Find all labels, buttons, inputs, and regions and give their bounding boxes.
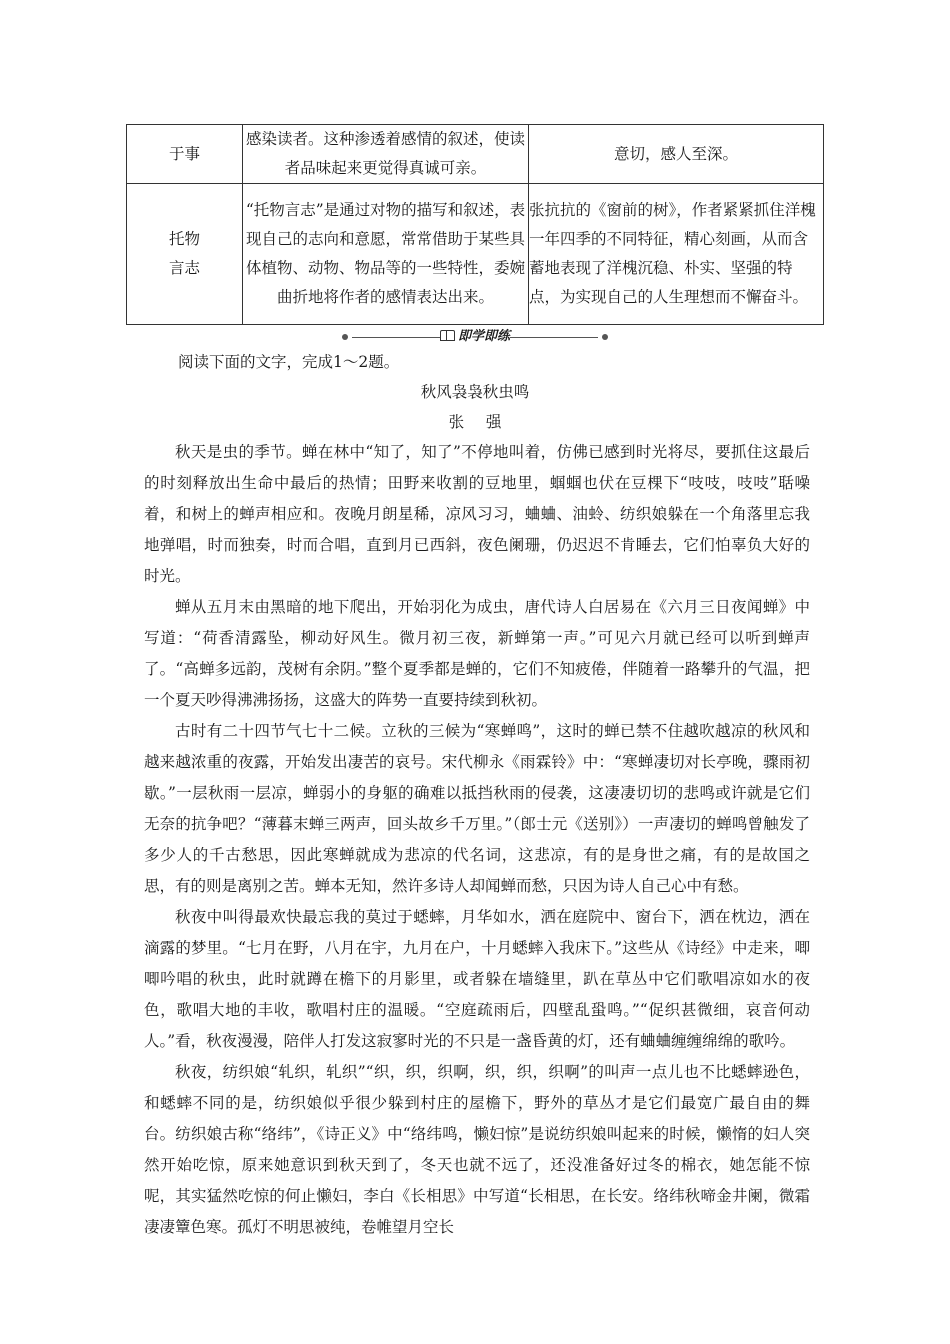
- paragraph: 秋天是虫的季节。蝉在林中“知了，知了”不停地叫着，仿佛已感到时光将尽，要抓住这最后的时刻释放出生命中最后的热情；田野来收割的豆地里，蝈蝈也伏在豆棵下“吱吱，吱吱”聒噪着，和树上的蝉声相应和。夜晚月朗星稀，凉风习习，蛐蛐、油蛉、纺织娘躲在一个角落里忘我地弹唱，时而独奏，时而合唱，直到月已西斜，夜色阑珊，仍迟迟不肯睡去，它们怕辜负大好的时光。: [144, 443, 810, 585]
- method-description: “托物言志”是通过对物的描写和叙述，表现自己的志向和意愿，常常借助于某些具体植物、动物、物品等的一些特性，委婉曲折地将作者的感情表达出来。: [243, 184, 529, 325]
- author-name: 张强: [448, 413, 524, 431]
- instruction: 阅读下面的文字，完成1～2题。: [178, 353, 400, 371]
- paragraph: 秋夜中叫得最欢快最忘我的莫过于蟋蟀，月华如水，洒在庭院中、窗台下，洒在枕边，洒在滴露的梦里。“七月在野，八月在宇，九月在户，十月蟋蟀入我床下。”这些从《诗经》中走来，唧唧吟唱的秋虫，此时就蹲在檐下的月影里，或者躲在墙缝里，趴在草丛中它们歌唱凉如水的夜色，歌唱大地的丰收，歌唱村庄的温暖。“空庭疏雨后，四壁乱蛩鸣。”“促织甚微细，哀音何动人。”看，秋夜漫漫，陪伴人打发这寂寥时光的不只是一盏昏黄的灯，还有蛐蛐缠缠绵绵的歌吟。: [144, 908, 810, 1050]
- book-icon: [440, 330, 455, 341]
- section-banner: [332, 327, 618, 347]
- article-author: [0, 410, 950, 434]
- method-example: 张抗抗的《窗前的树》，作者紧紧抓住洋槐一年四季的不同特征，精心刻画，从而含蓄地表现了洋槐沉稳、朴实、坚强的特点，为实现自己的人生理想而不懈奋斗。: [529, 184, 824, 325]
- method-name-line: 托物: [168, 230, 200, 248]
- divider-line: [510, 337, 598, 338]
- article-body: [144, 437, 810, 1243]
- article-title: 秋风袅袅秋虫鸣: [420, 383, 530, 401]
- writing-method-table: [126, 124, 824, 325]
- divider-dot: [342, 334, 348, 340]
- table-row: [127, 125, 824, 184]
- section-label-text: 即学即练: [458, 329, 511, 344]
- divider-dot: [602, 334, 608, 340]
- method-description: 感染读者。这种渗透着感情的叙述，使读者品味起来更觉得真诚可亲。: [243, 125, 529, 184]
- method-example: 意切，感人至深。: [529, 125, 824, 184]
- divider-line: [352, 337, 440, 338]
- table-row: [127, 184, 824, 325]
- paragraph: 秋夜，纺织娘“轧织，轧织”“织，织，织啊，织，织，织啊”的叫声一点儿也不比蟋蟀逊色，和蟋蟀不同的是，纺织娘似乎很少躲到村庄的屋檐下，野外的草丛才是它们最宽广最自由的舞台。纺织娘古称“络纬”，《诗正义》中“络纬鸣，懒妇惊”是说纺织娘叫起来的时候，懒惰的妇人突然开始吃惊，原来她意识到秋天到了，冬天也就不远了，还没准备好过冬的棉衣，她怎能不惊呢，其实猛然吃惊的何止懒妇，李白《长相思》中写道“长相思，在长安。络纬秋啼金井阑，微霜凄凄簟色寒。孤灯不明思被纯，卷帷望月空长: [144, 1063, 810, 1236]
- method-name: [127, 184, 243, 325]
- paragraph: 古时有二十四节气七十二候。立秋的三候为“寒蝉鸣”，这时的蝉已禁不住越吹越凉的秋风和越来越浓重的夜露，开始发出凄苦的哀号。宋代柳永《雨霖铃》中：“寒蝉凄切对长亭晚，骤雨初歇。”一层秋雨一层凉，蝉弱小的身躯的确难以抵挡秋雨的侵袭，这凄凄切切的悲鸣或许就是它们无奈的抗争吧？“薄暮末蝉三两声，回头故乡千万里。”（郎士元《送别》）一声凄切的蝉鸣曾触发了多少人的千古愁思，因此寒蝉就成为悲凉的代名词，这悲凉，有的是身世之痛，有的是故国之思，有的则是离别之苦。蝉本无知，然许多诗人却闻蝉而愁，只因为诗人自己心中有愁。: [144, 722, 810, 895]
- method-name: 于事: [127, 125, 243, 184]
- method-name-line: 言志: [168, 259, 200, 277]
- section-label: [440, 327, 510, 347]
- paragraph: 蝉从五月末由黑暗的地下爬出，开始羽化为成虫，唐代诗人白居易在《六月三日夜闻蝉》中写道：“荷香清露坠，柳动好风生。微月初三夜，新蝉第一声。”可见六月就已经可以听到蝉声了。“高蝉多远韵，茂树有余阴。”整个夏季都是蝉的，它们不知疲倦，伴随着一路攀升的气温，把一个夏天吵得沸沸扬扬，这盛大的阵势一直要持续到秋初。: [144, 598, 810, 709]
